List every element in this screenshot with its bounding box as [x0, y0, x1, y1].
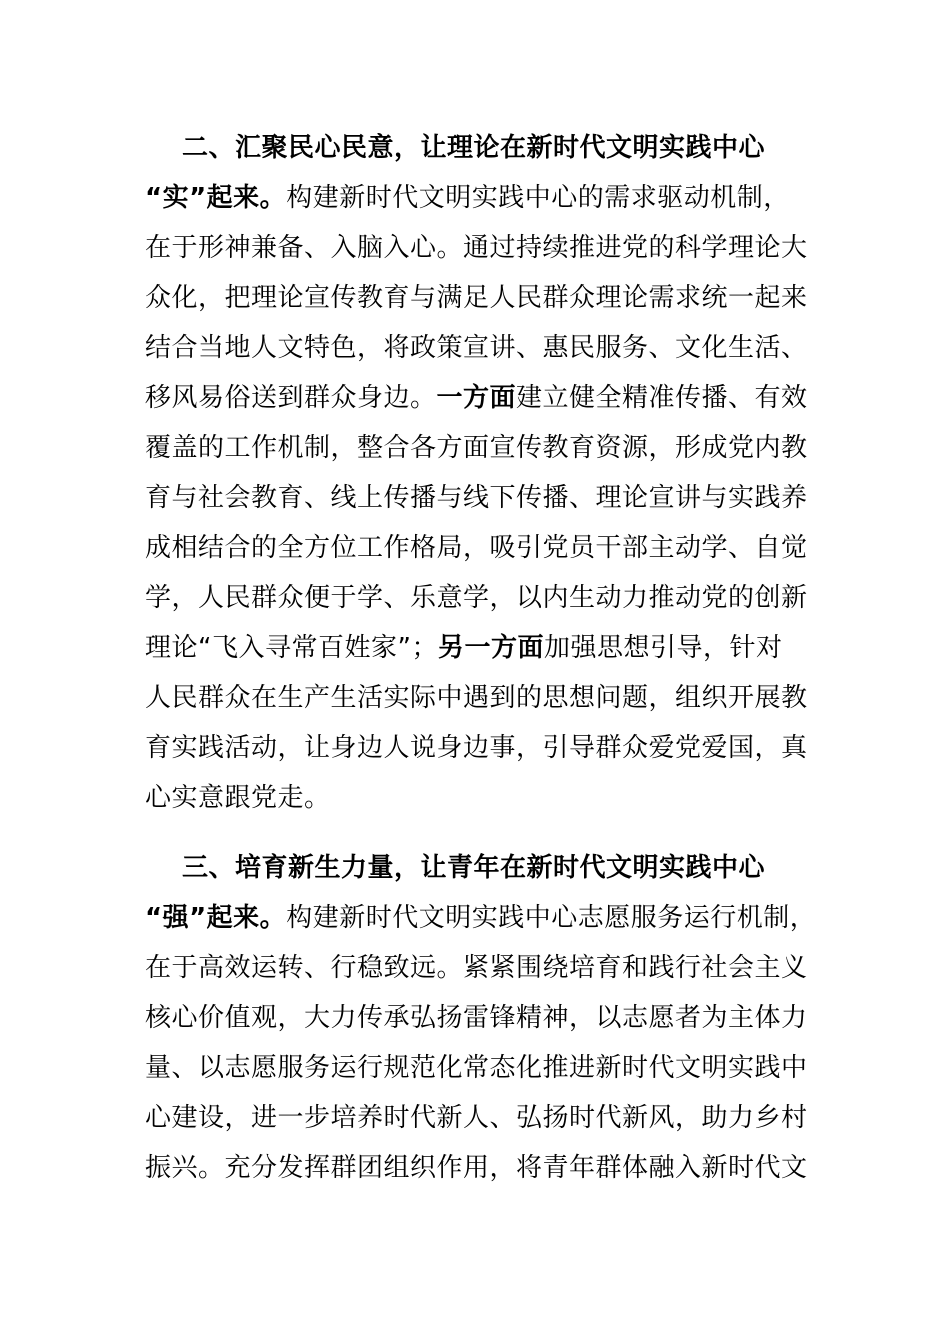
text-line: 育实践活动，让身边人说身边事，引导群众爱党爱国，真	[145, 733, 808, 763]
section-2-heading: 二、汇聚民心民意，让理论在新时代文明实践中心	[182, 133, 766, 163]
body-text	[145, 123, 835, 1193]
text-line: 结合当地人文特色，将政策宣讲、惠民服务、文化生活、	[145, 333, 808, 363]
text-line: 众化，把理论宣传教育与满足人民群众理论需求统一起来	[145, 283, 808, 313]
emphasis-other-side: 另一方面	[437, 633, 544, 663]
text-span: 构建新时代文明实践中心志愿服务运行机制，	[286, 903, 817, 933]
section-3-paragraph	[145, 843, 835, 1193]
text-line: 量、以志愿服务运行规范化常态化推进新时代文明实践中	[145, 1053, 808, 1083]
text-line	[145, 623, 835, 673]
text-span: 构建新时代文明实践中心的需求驱动机制，	[286, 183, 790, 213]
text-span: 建立健全精准传播、有效	[516, 383, 808, 413]
section-2-heading-end: “实”起来。	[145, 183, 287, 213]
text-line: 覆盖的工作机制，整合各方面宣传教育资源，形成党内教	[145, 433, 808, 463]
text-line	[145, 173, 835, 223]
text-line: 人民群众在生产生活实际中遇到的思想问题，组织开展教	[145, 683, 808, 713]
section-3-heading-end: “强”起来。	[145, 903, 287, 933]
text-line: 学，人民群众便于学、乐意学，以内生动力推动党的创新	[145, 583, 808, 613]
text-span: 加强思想引导，针对	[543, 633, 783, 663]
text-line: 在于形神兼备、入脑入心。通过持续推进党的科学理论大	[145, 233, 808, 263]
text-line: 振兴。充分发挥群团组织作用，将青年群体融入新时代文	[145, 1153, 808, 1183]
text-line: 心实意跟党走。	[145, 783, 331, 813]
text-line: 成相结合的全方位工作格局，吸引党员干部主动学、自觉	[145, 533, 808, 563]
paragraph-spacer	[145, 823, 835, 843]
text-line	[145, 893, 835, 943]
text-line	[145, 373, 835, 423]
text-line: 心建设，进一步培养时代新人、弘扬时代新风，助力乡村	[145, 1103, 808, 1133]
section-2-paragraph	[145, 123, 835, 823]
text-line: 核心价值观，大力传承弘扬雷锋精神，以志愿者为主体力	[145, 1003, 808, 1033]
text-span: 移风易俗送到群众身边。	[145, 383, 437, 413]
text-line: 育与社会教育、线上传播与线下传播、理论宣讲与实践养	[145, 483, 808, 513]
section-3-heading: 三、培育新生力量，让青年在新时代文明实践中心	[182, 853, 766, 883]
text-span: 理论“飞入寻常百姓家”；	[145, 633, 438, 663]
text-line: 在于高效运转、行稳致远。紧紧围绕培育和践行社会主义	[145, 953, 808, 983]
emphasis-one-side: 一方面	[436, 383, 517, 413]
